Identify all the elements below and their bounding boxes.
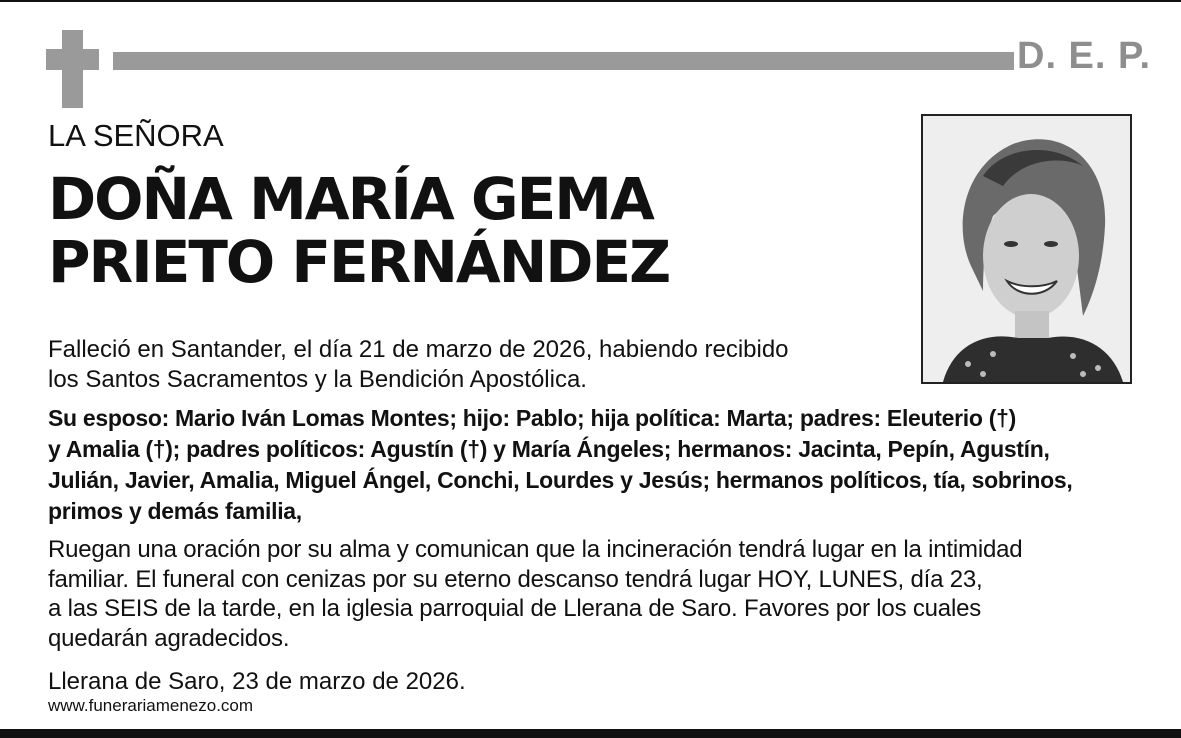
text-line: Su esposo: Mario Iván Lomas Montes; hijo: Pablo; hija política: Marta; padres: Eleuterio (†) — [48, 405, 1016, 431]
website-link[interactable]: www.funerariamenezo.com — [48, 696, 254, 715]
bottom-border — [0, 729, 1181, 738]
text-line: a las SEIS de la tarde, en la iglesia parroquial de Llerana de Saro. Favores por los cuales — [48, 595, 982, 622]
dep-label: D. E. P. — [1017, 35, 1152, 77]
cross-icon-bar — [46, 49, 99, 70]
text-line: Ruegan una oración por su alma y comunican que la incineración tendrá lugar en la intimidad — [48, 536, 1023, 563]
funeral-details — [48, 535, 1148, 653]
honorific: LA SEÑORA — [48, 118, 224, 153]
portrait-photo — [921, 114, 1132, 384]
name-line: DOÑA MARÍA GEMA — [48, 165, 653, 233]
text-line: quedarán agradecidos. — [48, 624, 290, 652]
text-line: los Santos Sacramentos y la Bendición Apostólica. — [48, 366, 587, 393]
text-line: familiar. El funeral con cenizas por su eterno descanso tendrá lugar HOY, LUNES, día 23, — [48, 565, 983, 593]
top-border — [0, 0, 1181, 2]
header-rule — [113, 52, 1014, 70]
deceased-name — [48, 165, 908, 296]
death-statement — [48, 335, 908, 395]
text-line: y Amalia (†); padres políticos: Agustín (†) y María Ángeles; hermanos: Jacinta, Pepín, Agustín, — [48, 436, 1050, 462]
family-list — [48, 403, 1148, 527]
text-line: Julián, Javier, Amalia, Miguel Ángel, Conchi, Lourdes y Jesús; hermanos políticos, tía, sobrinos, — [48, 467, 1073, 493]
place-date: Llerana de Saro, 23 de marzo de 2026. — [48, 668, 466, 695]
text-line: primos y demás familia, — [48, 498, 302, 524]
text-line: Falleció en Santander, el día 21 de marzo de 2026, habiendo recibido — [48, 336, 789, 363]
name-line: PRIETO FERNÁNDEZ — [48, 228, 670, 296]
